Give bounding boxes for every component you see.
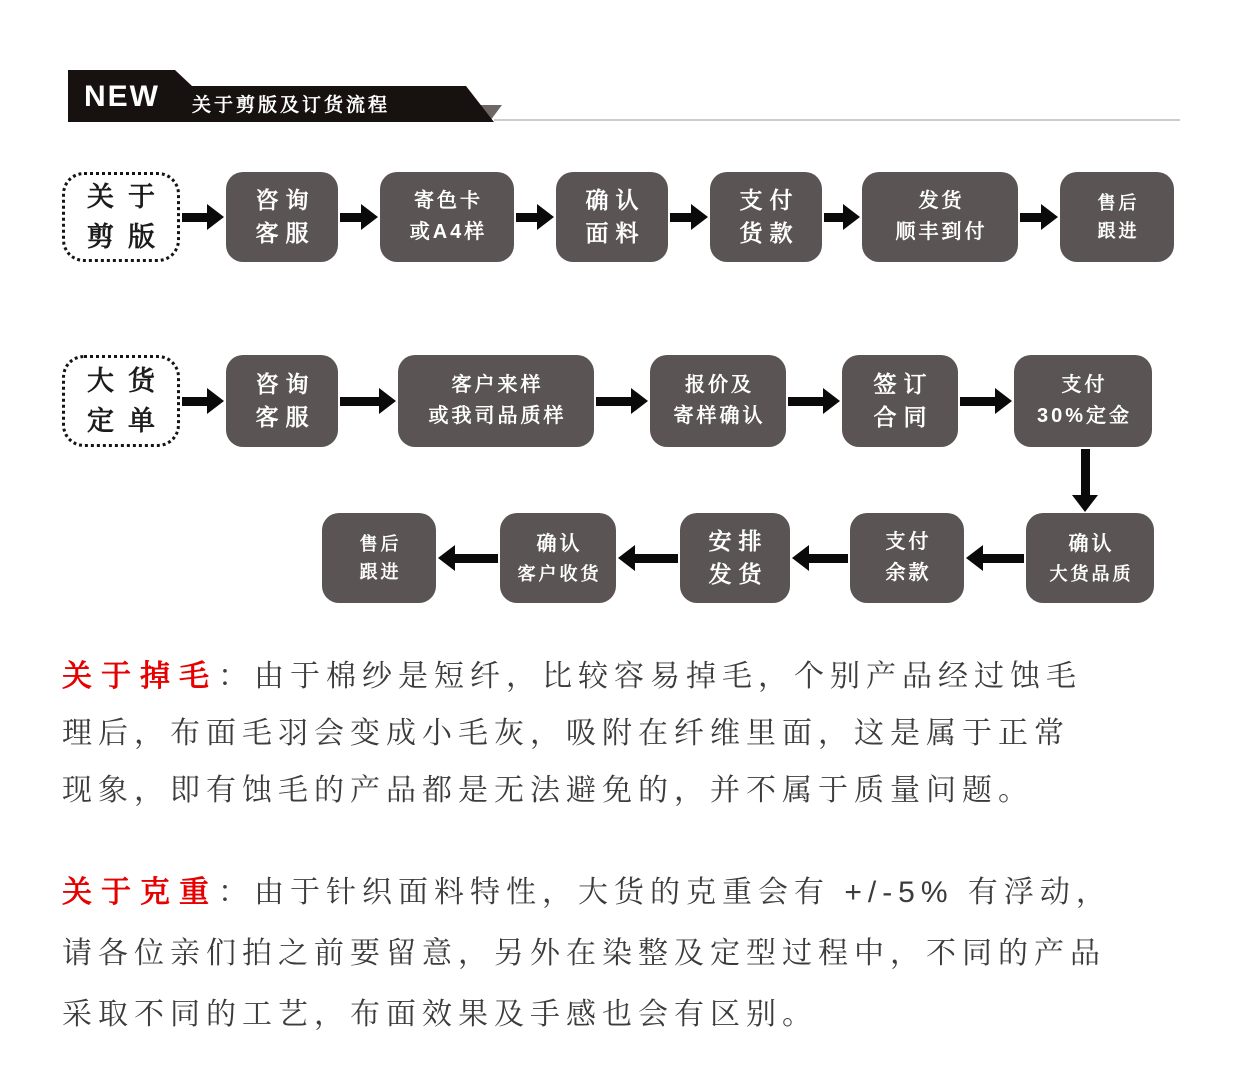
step-line: 咨询 <box>255 371 316 397</box>
step-line: 客服 <box>255 220 316 246</box>
label-line: 关于 <box>87 182 169 212</box>
flow-step-arrange-shipment <box>680 513 790 603</box>
step-line: 大货品质 <box>1049 563 1134 584</box>
flow-step-consult-service <box>226 355 338 447</box>
arrow-left-icon <box>616 544 680 572</box>
arrow-right-icon <box>786 387 842 415</box>
note-line <box>62 862 1192 923</box>
step-line: 30%定金 <box>1036 405 1133 427</box>
banner-rule-line <box>494 119 1180 121</box>
arrow-left-icon <box>790 544 850 572</box>
label-line: 定单 <box>87 406 169 436</box>
step-line: 货款 <box>739 220 800 246</box>
arrow-right-icon <box>822 203 862 231</box>
arrow-right-icon <box>668 203 710 231</box>
step-line: 支付 <box>1061 374 1108 396</box>
flow-step-customer-sample <box>398 355 594 447</box>
step-line: 咨询 <box>255 187 316 213</box>
step-line: 或A4样 <box>409 221 488 243</box>
step-line: 签订 <box>873 371 934 397</box>
step-line: 或我司品质样 <box>428 405 567 427</box>
step-line: 顺丰到付 <box>895 221 988 243</box>
arrow-right-icon <box>180 203 226 231</box>
step-line: 客户收货 <box>517 563 602 584</box>
step-line: 寄样确认 <box>673 405 766 427</box>
flow-bulk-label-box <box>62 355 180 447</box>
step-line: 确认 <box>536 532 583 555</box>
flow-step-ship-sf-collect <box>862 172 1018 262</box>
flow-bulk-row-lower <box>322 513 1154 603</box>
note-shedding <box>62 648 1192 819</box>
label-line: 大货 <box>87 366 169 396</box>
arrow-left-icon <box>436 544 500 572</box>
step-line: 支付 <box>739 187 800 213</box>
arrow-right-icon <box>180 387 226 415</box>
note-heading: 关于掉毛 <box>62 660 218 693</box>
flow-cut-label-box <box>62 172 180 262</box>
note-line: 采取不同的工艺，布面效果及手感也会有区别。 <box>62 998 818 1031</box>
arrow-right-icon <box>338 387 398 415</box>
step-line: 售后 <box>1097 193 1140 213</box>
note-line: 请各位亲们拍之前要留意，另外在染整及定型过程中，不同的产品 <box>62 937 1106 970</box>
flow-step-confirm-bulk-quality <box>1026 513 1154 603</box>
flow-step-after-sales <box>1060 172 1174 262</box>
arrow-right-icon <box>338 203 380 231</box>
banner-new-badge: NEW <box>84 80 160 113</box>
arrow-right-icon <box>594 387 650 415</box>
step-line: 跟进 <box>1097 221 1140 241</box>
note-heading: 关于克重 <box>62 876 218 909</box>
flow-step-pay-balance <box>850 513 964 603</box>
flow-step-quote-sample-confirm <box>650 355 786 447</box>
step-line: 客户来样 <box>451 374 544 396</box>
flow-step-send-color-card <box>380 172 514 262</box>
label-line: 剪版 <box>87 222 169 252</box>
flow-bulk-row-upper <box>62 355 1152 447</box>
flow-step-pay-order <box>710 172 822 262</box>
step-line: 跟进 <box>359 562 402 582</box>
arrow-right-icon <box>1018 203 1060 231</box>
flow-step-sign-contract <box>842 355 958 447</box>
flow-step-confirm-receipt <box>500 513 616 603</box>
arrow-right-icon <box>514 203 556 231</box>
step-line: 客服 <box>255 404 316 430</box>
arrow-left-icon <box>964 544 1026 572</box>
step-line: 确认 <box>585 187 646 213</box>
note-line: 现象，即有蚀毛的产品都是无法避免的，并不属于质量问题。 <box>62 774 1034 807</box>
note-line <box>62 648 1192 705</box>
flow-cut-row <box>62 172 1174 262</box>
step-line: 余款 <box>885 562 932 584</box>
step-line: 确认 <box>1068 532 1115 555</box>
arrow-right-icon <box>958 387 1014 415</box>
note-text: ：由于棉纱是短纤，比较容易掉毛，个别产品经过蚀毛 <box>218 660 1082 693</box>
step-line: 寄色卡 <box>414 190 483 212</box>
step-line: 合同 <box>873 404 934 430</box>
flow-step-confirm-fabric <box>556 172 668 262</box>
step-line: 发货 <box>918 190 965 212</box>
section-title: 关于剪版及订货流程 <box>192 95 391 116</box>
step-line: 面料 <box>585 220 646 246</box>
step-line: 报价及 <box>685 374 754 396</box>
note-text: ：由于针织面料特性，大货的克重会有 +/-5% 有浮动， <box>218 876 1112 909</box>
step-line: 安排 <box>708 528 769 554</box>
note-weight <box>62 862 1192 1045</box>
step-line: 售后 <box>359 534 402 554</box>
flow-step-pay-deposit <box>1014 355 1152 447</box>
note-line: 理后，布面毛羽会变成小毛灰，吸附在纤维里面，这是属于正常 <box>62 717 1070 750</box>
flow-step-consult-service <box>226 172 338 262</box>
step-line: 发货 <box>708 561 769 587</box>
arrow-down-icon <box>1072 449 1098 512</box>
step-line: 支付 <box>885 531 932 553</box>
flow-step-after-sales <box>322 513 436 603</box>
